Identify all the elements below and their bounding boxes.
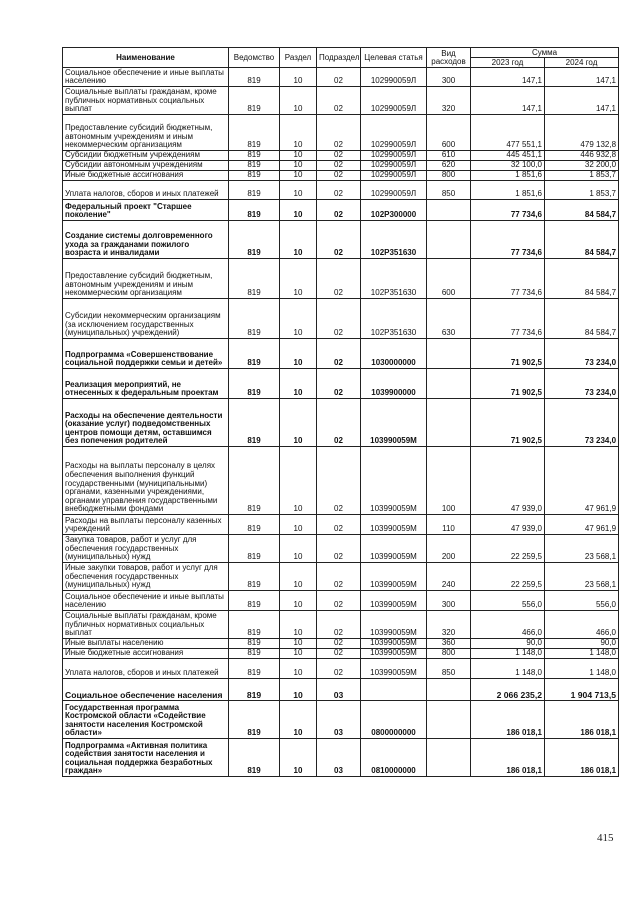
cell-sec: 10 [280,701,317,739]
cell-dept: 819 [229,151,280,161]
cell-s24: 73 234,0 [545,399,619,447]
cell-name: Уплата налогов, сборов и иных платежей [63,659,229,679]
cell-dept: 819 [229,221,280,259]
cell-dept: 819 [229,68,280,87]
cell-vid: 360 [427,639,471,649]
cell-name: Расходы на выплаты персоналу в целях обеспечения выполнения функций государственными (муниципальными) органами, казенными учреждениями, органами управления государственными внебюджетными фондами [63,447,229,515]
cell-vid [427,339,471,369]
cell-art: 103990059M [361,535,427,563]
cell-name: Социальное обеспечение и иные выплаты населению [63,591,229,611]
cell-s23: 186 018,1 [471,701,545,739]
cell-vid [427,739,471,777]
cell-sec: 10 [280,399,317,447]
cell-art: 103990059M [361,591,427,611]
cell-name: Подпрограмма «Активная политика содействия занятости населения и социальная поддержка безработных граждан» [63,739,229,777]
cell-s24: 73 234,0 [545,369,619,399]
cell-dept: 819 [229,659,280,679]
cell-name: Федеральный проект "Старшее поколение" [63,200,229,221]
cell-sec: 10 [280,447,317,515]
cell-sec: 10 [280,115,317,151]
cell-dept: 819 [229,171,280,181]
cell-sec: 10 [280,181,317,200]
cell-sub: 02 [317,515,361,535]
cell-sec: 10 [280,639,317,649]
cell-vid: 200 [427,535,471,563]
cell-art: 103990059M [361,659,427,679]
cell-sub: 02 [317,399,361,447]
cell-s23: 47 939,0 [471,515,545,535]
cell-sec: 10 [280,68,317,87]
cell-dept: 819 [229,591,280,611]
cell-sec: 10 [280,369,317,399]
cell-sub: 02 [317,181,361,200]
table-row [63,181,619,200]
cell-sec: 10 [280,739,317,777]
cell-name: Субсидии бюджетным учреждениям [63,151,229,161]
table-row [63,639,619,649]
cell-name: Реализация мероприятий, не отнесенных к федеральным проектам [63,369,229,399]
cell-sub: 02 [317,339,361,369]
cell-s23: 1 851,6 [471,171,545,181]
table-row [63,369,619,399]
cell-s24: 479 132,8 [545,115,619,151]
cell-sub: 02 [317,87,361,115]
cell-name: Иные закупки товаров, работ и услуг для обеспечения государственных (муниципальных) нужд [63,563,229,591]
cell-art: 102P300000 [361,200,427,221]
cell-s24: 1 148,0 [545,649,619,659]
cell-vid [427,369,471,399]
cell-vid: 600 [427,259,471,299]
cell-art: 102990059Л [361,151,427,161]
cell-name: Государственная программа Костромской области «Содействие занятости населения Костромской области» [63,701,229,739]
cell-name: Расходы на обеспечение деятельности (оказание услуг) подведомственных центров помощи детям, оставшимся без попечения родителей [63,399,229,447]
cell-vid: 320 [427,611,471,639]
cell-sec: 10 [280,563,317,591]
cell-s23: 77 734,6 [471,259,545,299]
cell-dept: 819 [229,87,280,115]
col-header-dept: Ведомство [229,48,280,68]
cell-sec: 10 [280,221,317,259]
cell-s24: 47 961,9 [545,515,619,535]
cell-sub: 02 [317,200,361,221]
cell-vid: 620 [427,161,471,171]
table-row [63,299,619,339]
table-row [63,221,619,259]
cell-vid [427,701,471,739]
cell-sub: 02 [317,659,361,679]
cell-name: Подпрограмма «Совершенствование социальной поддержки семьи и детей» [63,339,229,369]
cell-sub: 02 [317,171,361,181]
cell-s24: 84 584,7 [545,259,619,299]
cell-art: 103990059M [361,563,427,591]
col-header-sum: Сумма [471,48,619,58]
cell-s23: 147,1 [471,87,545,115]
cell-vid: 800 [427,171,471,181]
cell-s24: 1 148,0 [545,659,619,679]
cell-dept: 819 [229,679,280,701]
cell-sub: 03 [317,701,361,739]
table-row [63,161,619,171]
cell-dept: 819 [229,649,280,659]
cell-vid: 600 [427,115,471,151]
cell-dept: 819 [229,739,280,777]
cell-vid: 850 [427,659,471,679]
cell-art: 103990059M [361,515,427,535]
cell-name: Субсидии некоммерческим организациям (за исключением государственных (муниципальных) учреждений) [63,299,229,339]
table-row [63,68,619,87]
table-row [63,535,619,563]
table-row [63,701,619,739]
cell-sec: 10 [280,87,317,115]
cell-art: 102990059Л [361,161,427,171]
table-row [63,515,619,535]
cell-sec: 10 [280,171,317,181]
table-row [63,679,619,701]
cell-vid: 110 [427,515,471,535]
cell-s23: 445 451,1 [471,151,545,161]
cell-art: 102990059Л [361,115,427,151]
cell-vid: 100 [427,447,471,515]
table-row [63,115,619,151]
cell-sec: 10 [280,151,317,161]
cell-sec: 10 [280,591,317,611]
cell-dept: 819 [229,563,280,591]
cell-name: Создание системы долговременного ухода за гражданами пожилого возраста и инвалидами [63,221,229,259]
cell-vid: 300 [427,591,471,611]
cell-name: Иные выплаты населению [63,639,229,649]
cell-sub: 02 [317,447,361,515]
cell-vid: 320 [427,87,471,115]
cell-s23: 2 066 235,2 [471,679,545,701]
cell-sub: 03 [317,679,361,701]
cell-s24: 47 961,9 [545,447,619,515]
budget-table-sheet [62,47,618,777]
table-row [63,611,619,639]
cell-art: 0800000000 [361,701,427,739]
cell-s23: 1 148,0 [471,659,545,679]
table-row [63,659,619,679]
cell-dept: 819 [229,611,280,639]
cell-s24: 23 568,1 [545,535,619,563]
cell-s23: 466,0 [471,611,545,639]
table-row [63,151,619,161]
cell-art: 102990059Л [361,171,427,181]
cell-name: Закупка товаров, работ и услуг для обеспечения государственных (муниципальных) нужд [63,535,229,563]
cell-s23: 477 551,1 [471,115,545,151]
page-number: 415 [597,832,614,844]
cell-s24: 147,1 [545,87,619,115]
cell-vid [427,200,471,221]
cell-dept: 819 [229,339,280,369]
cell-sub: 02 [317,68,361,87]
cell-s24: 1 853,7 [545,181,619,200]
cell-s23: 71 902,5 [471,399,545,447]
cell-s23: 71 902,5 [471,339,545,369]
cell-s24: 1 853,7 [545,171,619,181]
cell-vid [427,399,471,447]
cell-s24: 73 234,0 [545,339,619,369]
cell-s23: 71 902,5 [471,369,545,399]
cell-s23: 22 259,5 [471,535,545,563]
cell-sub: 02 [317,221,361,259]
table-row [63,259,619,299]
col-header-subsection: Подраздел [317,48,361,68]
cell-s24: 84 584,7 [545,299,619,339]
col-header-name: Наименование [63,48,229,68]
cell-sec: 10 [280,515,317,535]
cell-s24: 23 568,1 [545,563,619,591]
cell-s24: 446 932,8 [545,151,619,161]
cell-s23: 77 734,6 [471,299,545,339]
cell-sub: 02 [317,299,361,339]
cell-art: 103990059M [361,399,427,447]
cell-vid: 300 [427,68,471,87]
table-row [63,171,619,181]
cell-art: 0810000000 [361,739,427,777]
cell-dept: 819 [229,535,280,563]
cell-s23: 32 100,0 [471,161,545,171]
cell-name: Субсидии автономным учреждениям [63,161,229,171]
cell-vid: 240 [427,563,471,591]
cell-s23: 77 734,6 [471,221,545,259]
cell-name: Социальное обеспечение населения [63,679,229,701]
cell-vid [427,221,471,259]
cell-dept: 819 [229,181,280,200]
cell-dept: 819 [229,161,280,171]
cell-dept: 819 [229,447,280,515]
cell-sec: 10 [280,161,317,171]
cell-sub: 02 [317,259,361,299]
cell-dept: 819 [229,299,280,339]
cell-sub: 02 [317,151,361,161]
cell-sub: 02 [317,369,361,399]
cell-s23: 1 851,6 [471,181,545,200]
col-header-article: Целевая статья [361,48,427,68]
table-row [63,447,619,515]
cell-sec: 10 [280,339,317,369]
cell-dept: 819 [229,369,280,399]
cell-dept: 819 [229,200,280,221]
cell-sec: 10 [280,611,317,639]
cell-art: 103990059M [361,611,427,639]
cell-sec: 10 [280,535,317,563]
cell-vid: 800 [427,649,471,659]
cell-s24: 186 018,1 [545,701,619,739]
cell-name: Иные бюджетные ассигнования [63,649,229,659]
cell-name: Социальное обеспечение и иные выплаты населению [63,68,229,87]
cell-sub: 03 [317,739,361,777]
table-row [63,87,619,115]
cell-s23: 90,0 [471,639,545,649]
cell-vid [427,679,471,701]
cell-name: Иные бюджетные ассигнования [63,171,229,181]
cell-s23: 1 148,0 [471,649,545,659]
cell-s23: 77 734,6 [471,200,545,221]
col-header-2024: 2024 год [545,58,619,68]
cell-sub: 02 [317,161,361,171]
table-row [63,591,619,611]
cell-art [361,679,427,701]
cell-sub: 02 [317,591,361,611]
cell-s24: 147,1 [545,68,619,87]
cell-name: Уплата налогов, сборов и иных платежей [63,181,229,200]
cell-art: 102990059Л [361,87,427,115]
cell-name: Социальные выплаты гражданам, кроме публичных нормативных социальных выплат [63,87,229,115]
cell-s24: 556,0 [545,591,619,611]
cell-name: Социальные выплаты гражданам, кроме публичных нормативных социальных выплат [63,611,229,639]
cell-sub: 02 [317,639,361,649]
cell-sec: 10 [280,659,317,679]
cell-sec: 10 [280,679,317,701]
col-header-2023: 2023 год [471,58,545,68]
col-header-exptype: Вид расходов [427,48,471,68]
cell-sec: 10 [280,649,317,659]
cell-dept: 819 [229,701,280,739]
cell-sub: 02 [317,649,361,659]
cell-s23: 47 939,0 [471,447,545,515]
cell-art: 102P351630 [361,259,427,299]
cell-s24: 466,0 [545,611,619,639]
cell-s24: 1 904 713,5 [545,679,619,701]
cell-vid: 850 [427,181,471,200]
cell-s23: 186 018,1 [471,739,545,777]
cell-sub: 02 [317,563,361,591]
cell-dept: 819 [229,399,280,447]
table-row [63,399,619,447]
cell-sec: 10 [280,299,317,339]
cell-vid: 630 [427,299,471,339]
cell-name: Предоставление субсидий бюджетным, автономным учреждениям и иным некоммерческим организациям [63,259,229,299]
cell-dept: 819 [229,515,280,535]
table-row [63,649,619,659]
table-row [63,563,619,591]
cell-s23: 22 259,5 [471,563,545,591]
table-row [63,200,619,221]
col-header-section: Раздел [280,48,317,68]
cell-art: 103990059M [361,649,427,659]
cell-dept: 819 [229,259,280,299]
cell-art: 102P351630 [361,221,427,259]
cell-art: 103990059M [361,639,427,649]
cell-art: 102P351630 [361,299,427,339]
cell-name: Расходы на выплаты персоналу казенных учреждений [63,515,229,535]
table-row [63,739,619,777]
cell-s24: 186 018,1 [545,739,619,777]
cell-s23: 147,1 [471,68,545,87]
cell-sec: 10 [280,259,317,299]
cell-art: 1039900000 [361,369,427,399]
cell-art: 102990059Л [361,68,427,87]
cell-sub: 02 [317,535,361,563]
budget-table [62,47,619,777]
table-row [63,339,619,369]
cell-sub: 02 [317,611,361,639]
cell-sub: 02 [317,115,361,151]
table-body [63,68,619,777]
cell-vid: 610 [427,151,471,161]
cell-sec: 10 [280,200,317,221]
cell-art: 102990059Л [361,181,427,200]
cell-dept: 819 [229,639,280,649]
cell-art: 103990059M [361,447,427,515]
cell-s23: 556,0 [471,591,545,611]
cell-s24: 90,0 [545,639,619,649]
cell-s24: 84 584,7 [545,200,619,221]
cell-s24: 84 584,7 [545,221,619,259]
cell-art: 1030000000 [361,339,427,369]
cell-dept: 819 [229,115,280,151]
cell-s24: 32 200,0 [545,161,619,171]
cell-name: Предоставление субсидий бюджетным, автономным учреждениям и иным некоммерческим организациям [63,115,229,151]
